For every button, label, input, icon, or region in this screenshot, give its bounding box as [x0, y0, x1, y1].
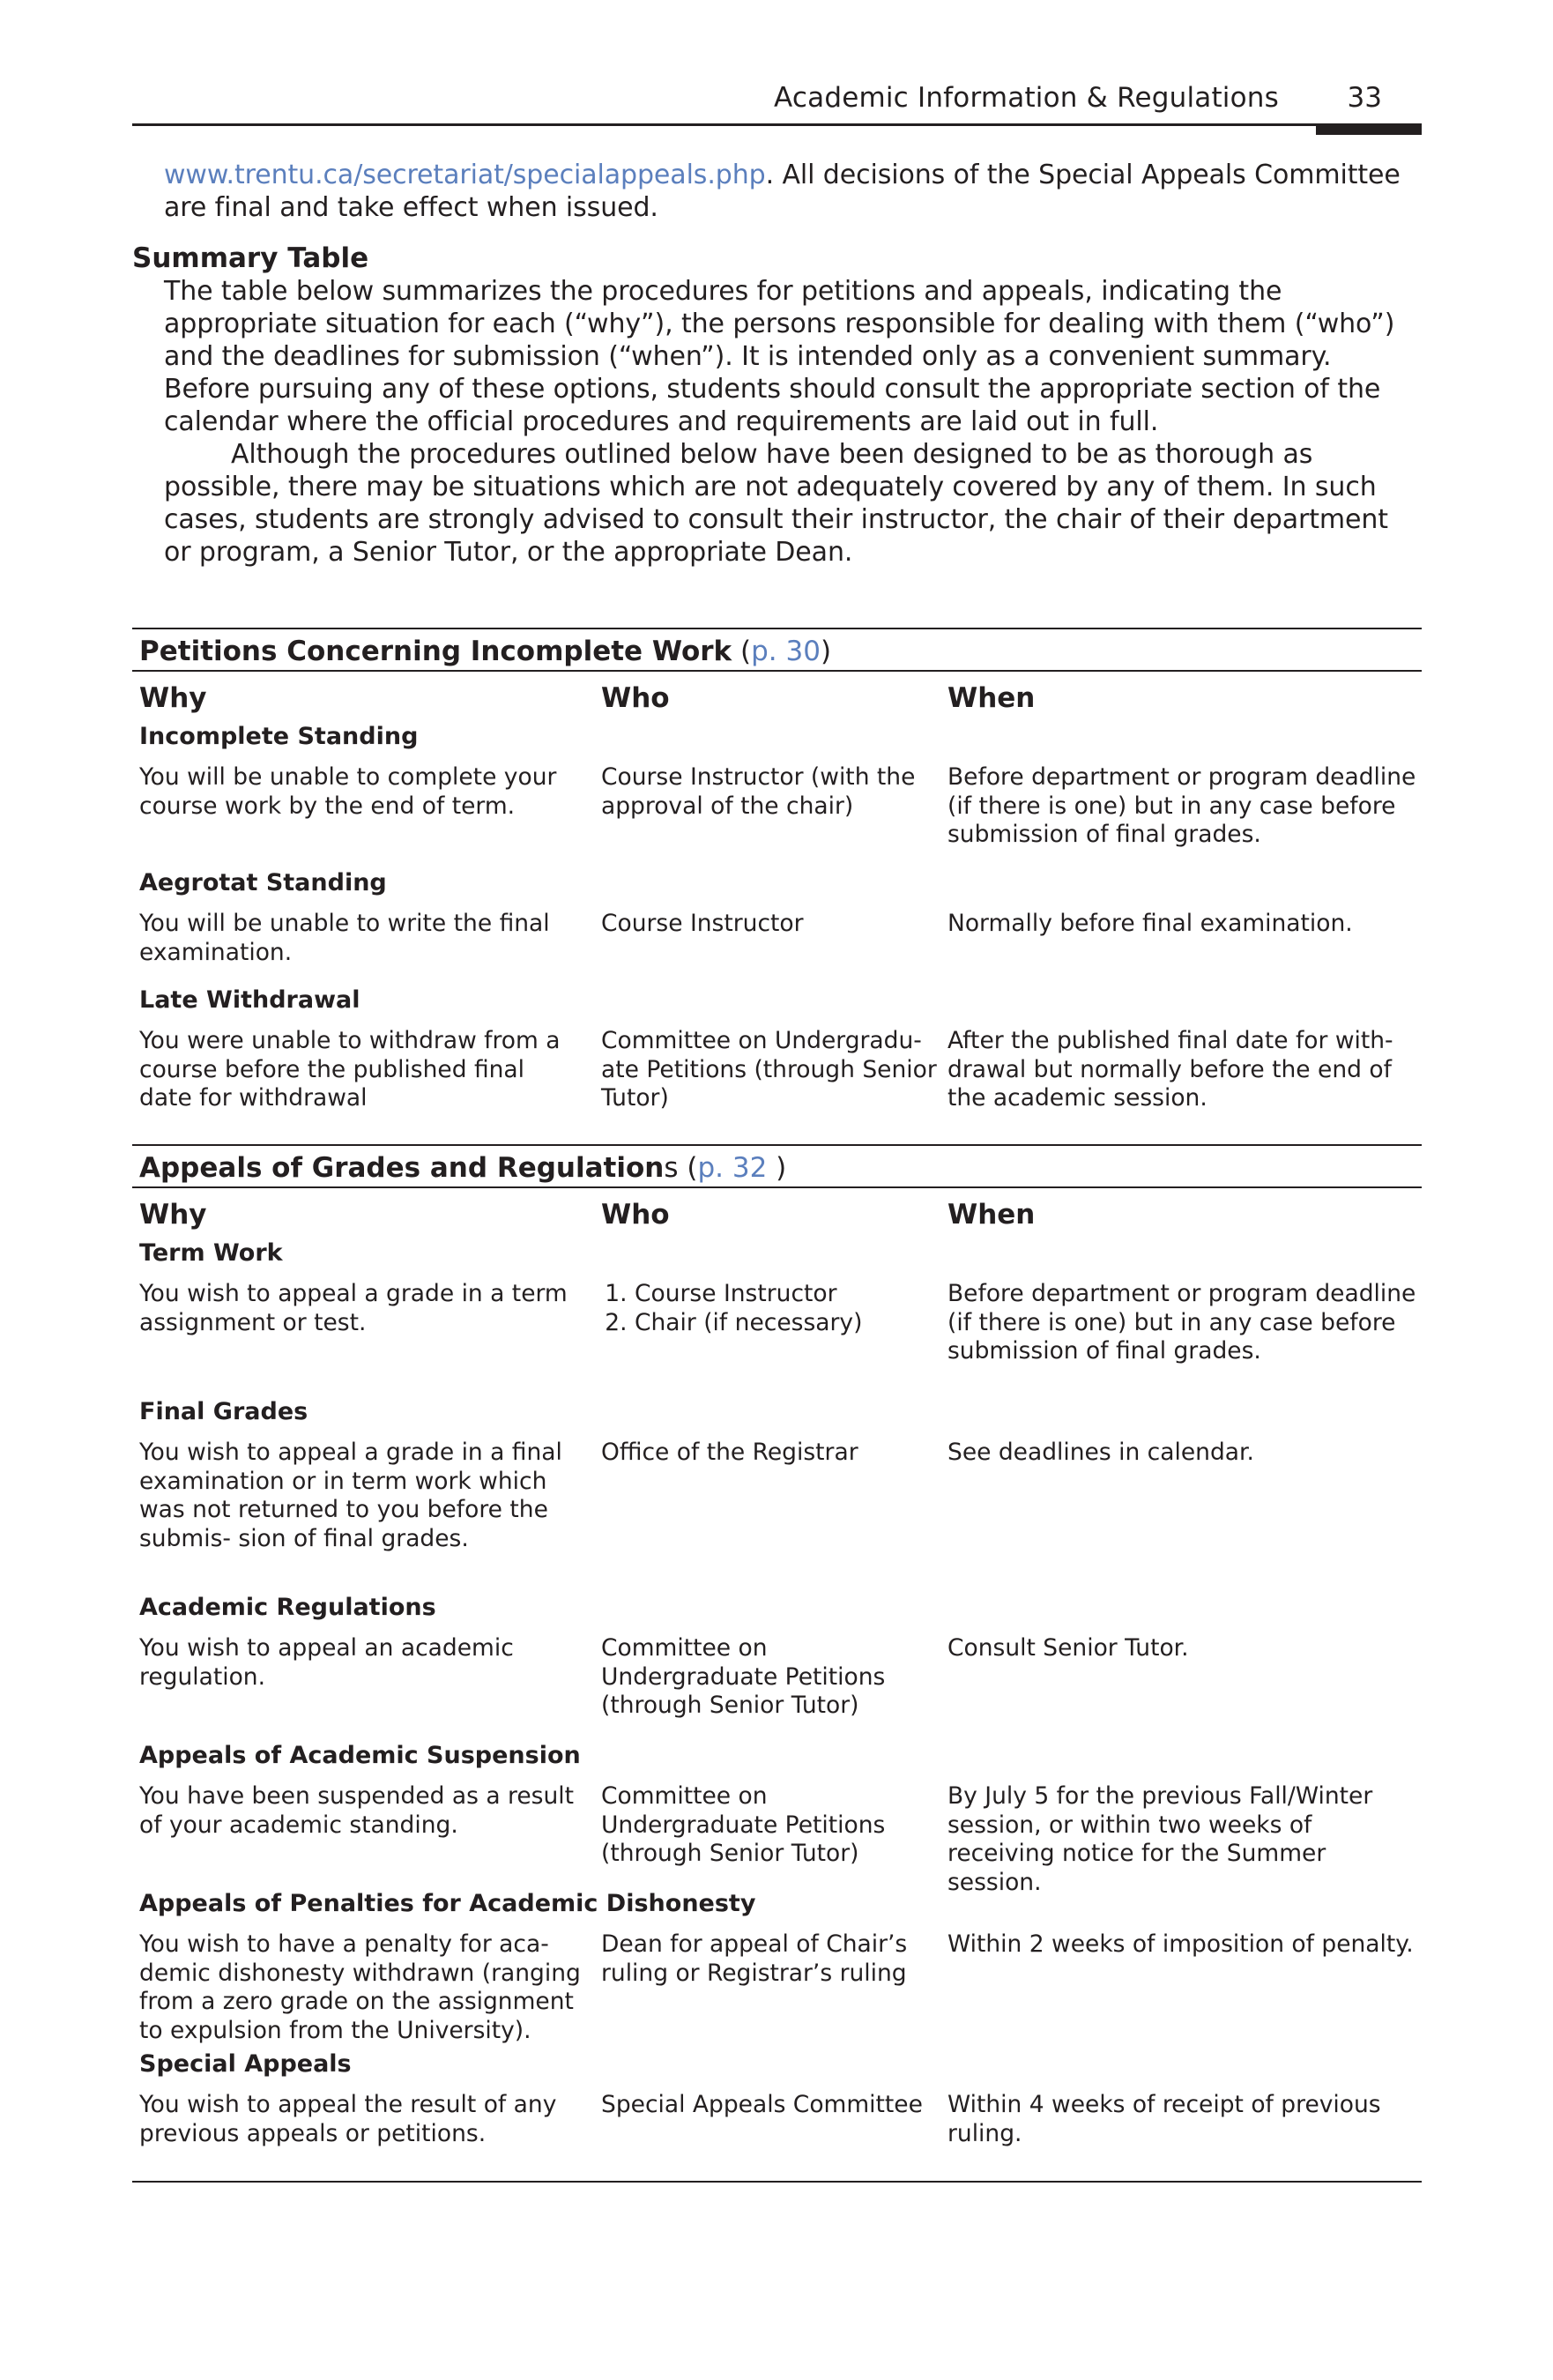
- why-cell: You will be unable to write the final examination.: [139, 910, 550, 966]
- special-appeals-link[interactable]: www.trentu.ca/secretariat/specialappeals.php: [164, 160, 766, 190]
- page-ref-link[interactable]: p. 32: [697, 1152, 776, 1184]
- row-title: Academic Regulations: [139, 1594, 436, 1621]
- who-cell: Course Instructor: [601, 910, 804, 937]
- row-title: Special Appeals: [139, 2050, 352, 2078]
- when-cell: Consult Senior Tutor.: [947, 1634, 1189, 1662]
- why-cell: You were unable to withdraw from a course before the published final date for withdrawal: [139, 1027, 561, 1112]
- column-why: Why: [139, 1199, 207, 1231]
- why-cell: You wish to appeal the result of any previous appeals or petitions.: [139, 2091, 557, 2147]
- summary-paragraph-2: Although the procedures outlined below have been designed to be as thorough as possible, there may be situations which are not adequately covered by any of them. In such cases, students are strongly advised to consult their instructor, the chair of their department or program, a Senior Tutor, or the appropriate Dean.: [164, 439, 1388, 568]
- who-cell: [601, 1280, 940, 1337]
- row-title: Appeals of Penalties for Academic Dishonesty: [139, 1890, 756, 1917]
- page-ref-link[interactable]: p. 30: [751, 636, 821, 667]
- section-grades-regulations: [132, 1144, 1422, 2147]
- summary-paragraph-1: The table below summarizes the procedures for petitions and appeals, indicating the appropriate situation for each (“why”), the persons responsible for dealing with them (“who”) and the deadlines for submission (“when”). It is intended only as a convenient summary. Before pursuing any of these options, students should consult the appropriate section of the calendar where the official procedures and requirements are laid out in full.: [164, 276, 1395, 437]
- running-head: [132, 78, 1422, 126]
- who-cell: Committee on Undergradu- ate Petitions (through Senior Tutor): [601, 1027, 937, 1112]
- column-who: Who: [601, 1199, 670, 1231]
- who-cell: Committee on Undergraduate Petitions (through Senior Tutor): [601, 1782, 886, 1867]
- section-heading: Appeals of Grades and Regulations (p. 32 ): [132, 1144, 1422, 1188]
- page-number: 33: [1347, 82, 1382, 114]
- table-bottom-rule: [132, 2181, 1422, 2183]
- column-when: When: [947, 1199, 1036, 1231]
- row-title: Final Grades: [139, 1398, 308, 1425]
- row-title: Aegrotat Standing: [139, 869, 387, 896]
- why-cell: You wish to appeal a grade in a term assignment or test.: [139, 1280, 568, 1336]
- when-cell: See deadlines in calendar.: [947, 1439, 1254, 1466]
- when-cell: Normally before final examination.: [947, 910, 1353, 937]
- why-cell: You have been suspended as a result of your academic standing.: [139, 1782, 574, 1839]
- summary-heading: Summary Table: [132, 242, 369, 274]
- list-item: 1. Course Instructor: [635, 1280, 940, 1309]
- why-cell: You wish to appeal a grade in a final examination or in term work which was not returned to you before the submis- sion of final grades.: [139, 1439, 562, 1552]
- who-list: [601, 1280, 940, 1337]
- when-cell: After the published final date for with- drawal but normally before the end of the academic session.: [947, 1027, 1393, 1112]
- who-cell: Office of the Registrar: [601, 1439, 858, 1466]
- summary-body: [164, 275, 1422, 569]
- row-title: Incomplete Standing: [139, 723, 419, 750]
- when-cell: Before department or program deadline (if there is one) but in any case before submission of final grades.: [947, 1280, 1416, 1365]
- row-title: Late Withdrawal: [139, 986, 360, 1014]
- when-cell: Within 2 weeks of imposition of penalty.: [947, 1930, 1414, 1958]
- column-why: Why: [139, 682, 207, 714]
- section-title: Appeals of Grades and Regulation: [139, 1152, 665, 1184]
- list-item: 2. Chair (if necessary): [635, 1309, 940, 1338]
- who-cell: Course Instructor (with the approval of the chair): [601, 763, 916, 820]
- section-incomplete-work: [132, 628, 1422, 1112]
- why-cell: You wish to have a penalty for aca- demic dishonesty withdrawn (ranging from a zero grade on the assignment to expulsion from the University).: [139, 1930, 581, 2044]
- when-cell: By July 5 for the previous Fall/Winter session, or within two weeks of receiving notice for the Summer session.: [947, 1782, 1373, 1896]
- section-heading: Petitions Concerning Incomplete Work (p. 30): [132, 628, 1422, 672]
- who-cell: Committee on Undergraduate Petitions (through Senior Tutor): [601, 1634, 886, 1719]
- why-cell: You wish to appeal an academic regulation.: [139, 1634, 514, 1691]
- why-cell: You will be unable to complete your course work by the end of term.: [139, 763, 557, 820]
- page-tab-marker: [1316, 124, 1422, 135]
- who-cell: Dean for appeal of Chair’s ruling or Registrar’s ruling: [601, 1930, 908, 1987]
- who-cell: Special Appeals Committee: [601, 2091, 923, 2118]
- column-when: When: [947, 682, 1036, 714]
- when-cell: Before department or program deadline (if there is one) but in any case before submission of final grades.: [947, 763, 1416, 848]
- section-title: Petitions Concerning Incomplete Work: [139, 636, 732, 667]
- intro-text: . All decisions of the Special Appeals Committee are final and take effect when issued.: [164, 160, 1401, 223]
- when-cell: Within 4 weeks of receipt of previous ruling.: [947, 2091, 1381, 2147]
- running-head-title: Academic Information & Regulations: [774, 82, 1279, 114]
- column-who: Who: [601, 682, 670, 714]
- row-title: Appeals of Academic Suspension: [139, 1742, 581, 1769]
- intro-paragraph: [164, 159, 1422, 224]
- row-title: Term Work: [139, 1239, 283, 1267]
